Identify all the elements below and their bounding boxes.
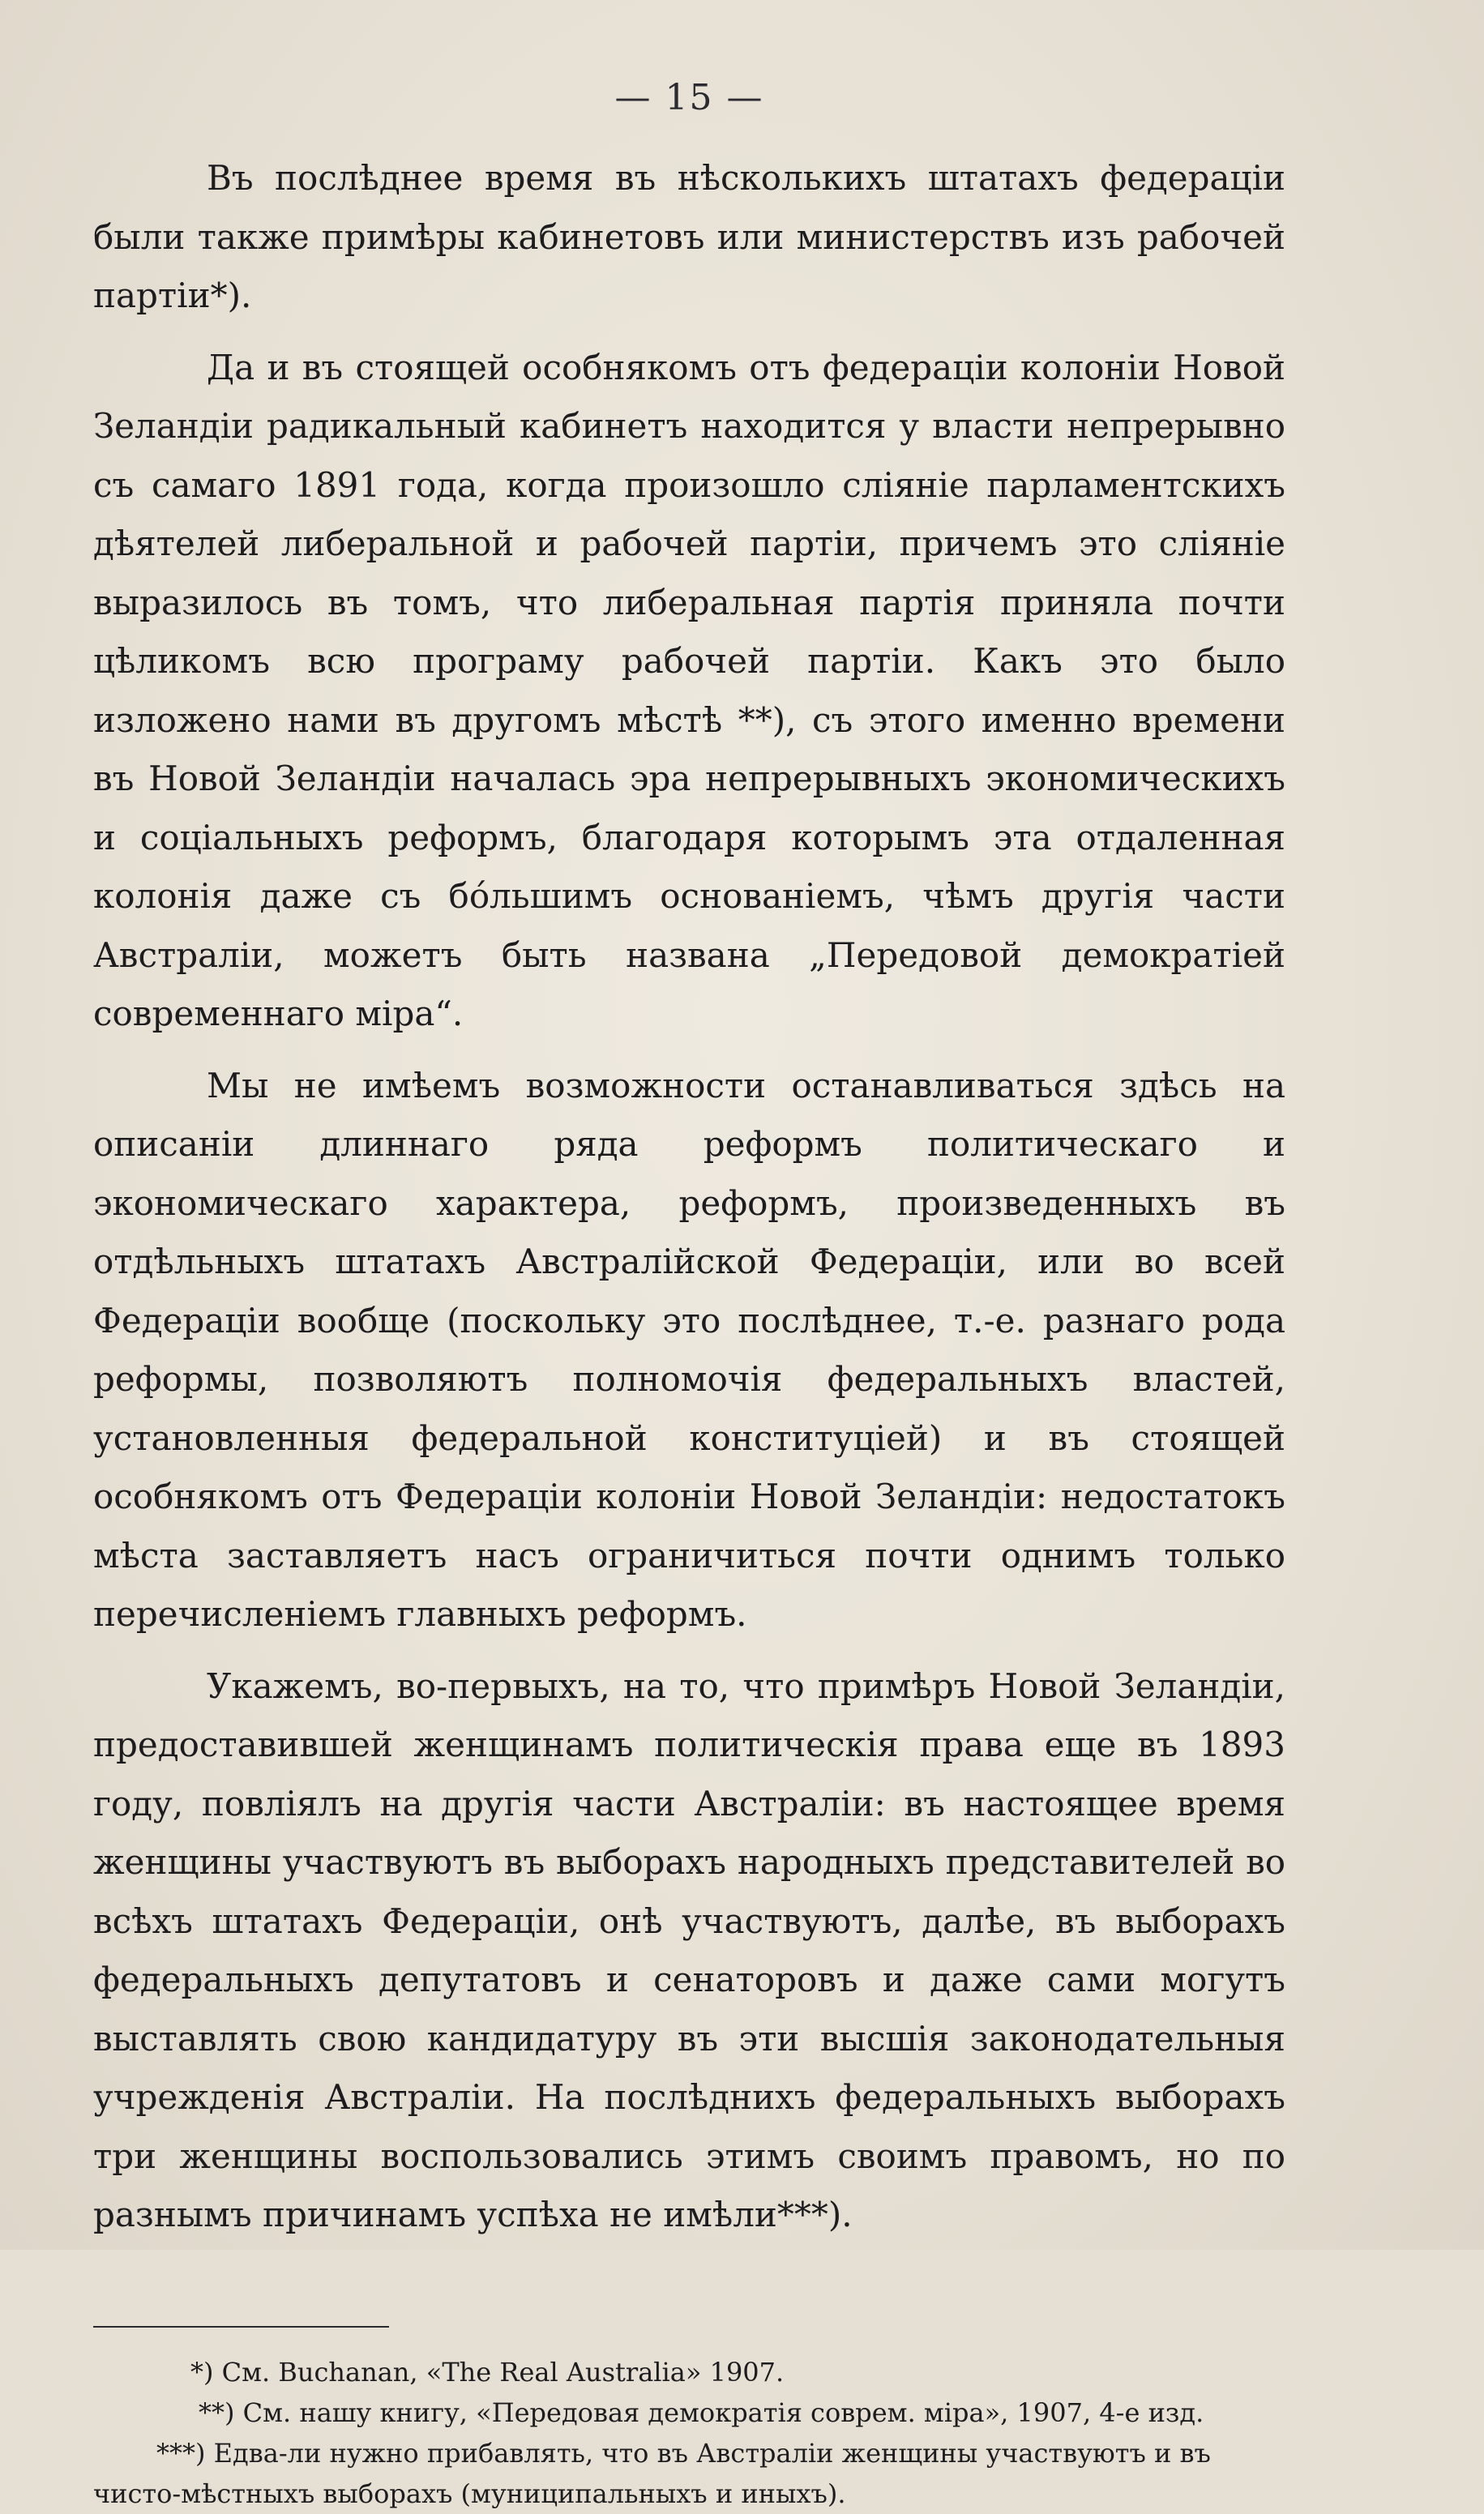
paragraph-3: Мы не имѣемъ возможности останавливаться здѣсь на описаніи длиннаго ряда реформъ политическаго и экономическаго характера, реформъ, произведенныхъ въ отдѣльныхъ штатахъ Австралійской Федераціи, или во всей Федераціи вообще (поскольку это послѣднее, т.-е. разнаго рода реформы, позволяютъ полномочія федеральныхъ властей, установленныя федеральной конституціей) и въ стоящей особнякомъ отъ Федераціи колоніи Новой Зеландіи: недостатокъ мѣста заставляетъ насъ ограничиться почти однимъ только перечисленіемъ главныхъ реформъ. bbox=[93, 1065, 1285, 1634]
footnote-2: **) См. нашу книгу, «Передовая демократія соврем. міра», 1907, 4-е изд. bbox=[199, 2396, 1204, 2428]
footnotes bbox=[93, 2352, 1285, 2514]
footnote-1: *) См. Buchanan, «The Real Australia» 1907. bbox=[190, 2356, 785, 2388]
paragraph-2: Да и въ стоящей особнякомъ отъ федераціи колоніи Новой Зеландіи радикальный кабинетъ находится у власти непрерывно съ самаго 1891 года, когда произошло сліяніе парламентскихъ дѣятелей либеральной и рабочей партіи, причемъ это сліяніе выразилось въ томъ, что либеральная партія приняла почти цѣликомъ всю програму рабочей партіи. Какъ это было изложено нами въ другомъ мѣстѣ **), съ этого именно времени въ Новой Зеландіи началась эра непрерывныхъ экономическихъ и соціальныхъ реформъ, благодаря которымъ эта отдаленная колонія даже съ бóльшимъ основаніемъ, чѣмъ другія части Австраліи, можетъ быть названа „Передовой демократіей современнаго міра“. bbox=[93, 347, 1285, 1033]
paragraph-1: Въ послѣднее время въ нѣсколькихъ штатахъ федераціи были также примѣры кабинетовъ или министерствъ изъ рабочей партіи*). bbox=[93, 158, 1285, 315]
footnote-divider bbox=[93, 2326, 389, 2328]
paragraph-4: Укажемъ, во-первыхъ, на то, что примѣръ Новой Зеландіи, предоставившей женщинамъ политическія права еще въ 1893 году, повліялъ на другія части Австраліи: въ настоящее время женщины участвуютъ въ выборахъ народныхъ представителей во всѣхъ штатахъ Федераціи, онѣ участвуютъ, далѣе, въ выборахъ федеральныхъ депутатовъ и сенаторовъ и даже сами могутъ выставлять свою кандидатуру въ эти высшія законодательныя учрежденія Австраліи. На послѣднихъ федеральныхъ выборахъ три женщины воспользовались этимъ своимъ правомъ, но по разнымъ причинамъ успѣха не имѣли***). bbox=[93, 1665, 1285, 2234]
page-number: — 15 — bbox=[614, 77, 764, 118]
footnote-3: ***) Едва-ли нужно прибавлять, что въ Австраліи женщины участвуютъ и въ чисто-мѣстныхъ выборахъ (муниципальныхъ и иныхъ). bbox=[93, 2437, 1211, 2509]
body-text bbox=[93, 149, 1285, 2245]
